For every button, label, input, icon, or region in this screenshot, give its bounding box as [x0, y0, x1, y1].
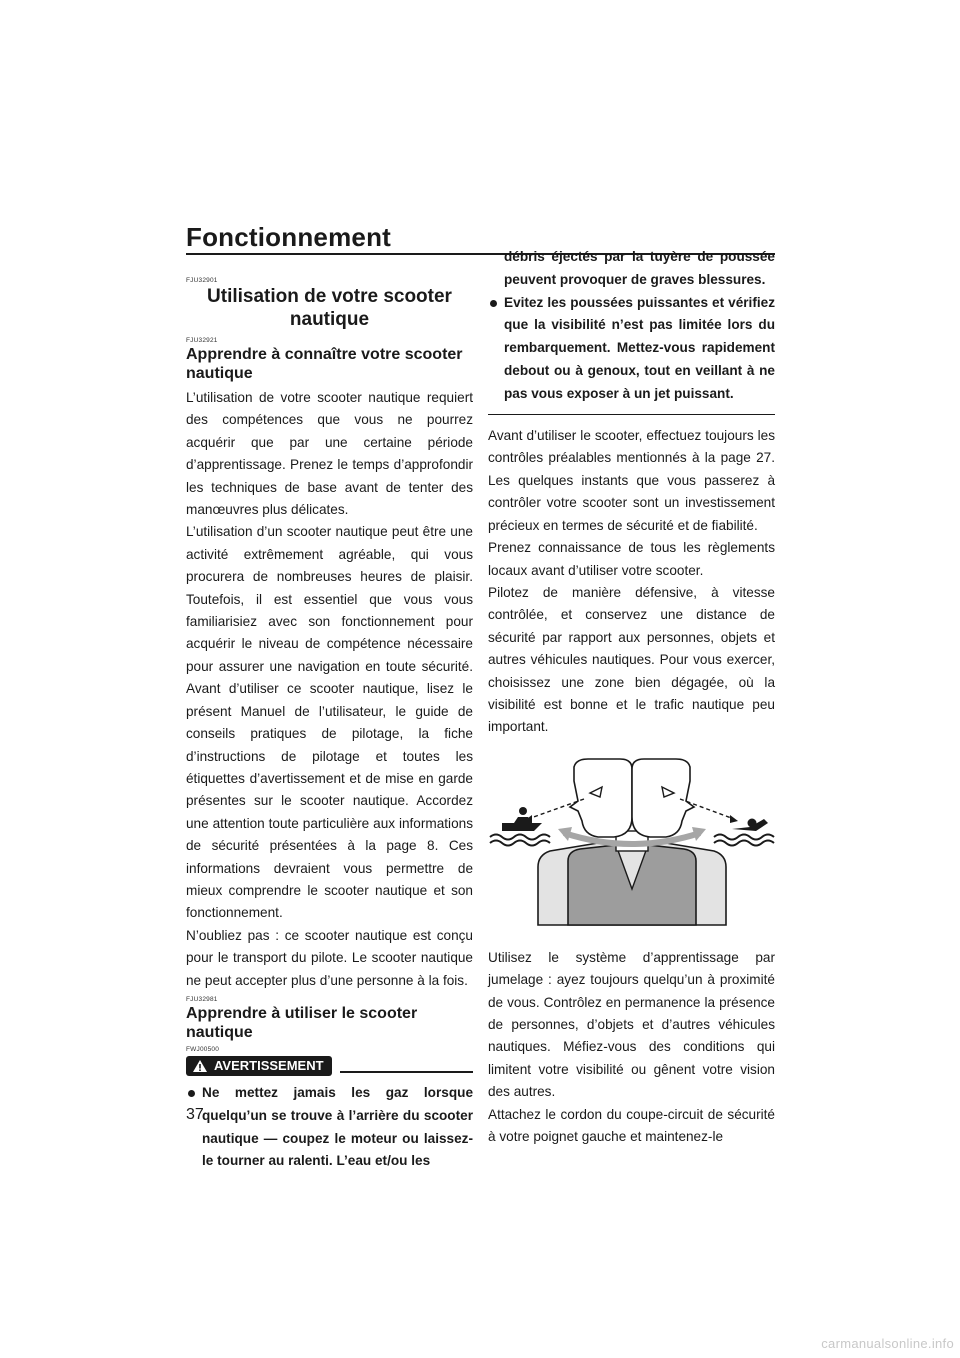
- watermark: carmanualsonline.info: [821, 1336, 954, 1351]
- rider-looking-around-illustration: [488, 757, 775, 927]
- warning-list-continued: [488, 246, 775, 406]
- warning-item-text: débris éjectés par la tuyère de poussée peuvent provoquer de graves blessures.: [504, 249, 775, 287]
- warning-end-rule: [488, 414, 775, 416]
- body-paragraph: Avant d’utiliser le scooter, effectuez toujours les contrôles préalables mentionnés à la page 27. Les quelques instants que vous passerez à contrôler votre scooter sont un investissement précieux en termes de sécurité et de fiabilité.: [488, 428, 775, 533]
- subsection-title: Apprendre à connaître votre scooter nautique: [186, 346, 463, 382]
- body-paragraph: Pilotez de manière défensive, à vitesse contrôlée, et conservez une distance de sécurité par rapport aux personnes, objets et autres véhicules nautiques. Pour vous exercer, choisissez une zone bien dégagée, où la visibilité est bonne et le trafic nautique peu important.: [488, 584, 775, 735]
- warning-item-text: Ne mettez jamais les gaz lorsque quelqu’un se trouve à l’arrière du scooter nautique — coupez le moteur ou laissez-le tourner au ralenti. L’eau et/ou les: [202, 1084, 473, 1169]
- subsection-code: FJU32981: [186, 995, 218, 1003]
- page-header-title: Fonctionnement: [186, 222, 392, 252]
- warning-item: [186, 1082, 473, 1173]
- warning-header: [186, 1056, 473, 1076]
- warning-item: [488, 292, 775, 406]
- subsection-title: Apprendre à utiliser le scooter nautique: [186, 1004, 418, 1041]
- page-number: 37: [186, 1106, 204, 1123]
- warning-badge: [186, 1056, 332, 1076]
- lookout-illustration: [488, 757, 775, 927]
- body-paragraph: Attachez le cordon du coupe-circuit de sécurité à votre poignet gauche et maintenez-le: [488, 1106, 775, 1145]
- section-title-line2: nautique: [289, 309, 370, 330]
- body-paragraph: Prenez connaissance de tous les règlements locaux avant d’utiliser votre scooter.: [488, 540, 775, 578]
- bullet-icon: [188, 1090, 195, 1097]
- section-code: FJU32901: [186, 277, 218, 284]
- warning-item-continued: [488, 246, 775, 292]
- body-paragraph: Utilisez le système d’apprentissage par jumelage : ayez toujours quelqu’un à proximité de vous. Contrôlez en permanence la présence de personnes, d’objets et d’autres véhicules nautiques. Méfiez-vous des conditions qui limitent votre visibilité ou gênent votre vision des autres.: [488, 949, 775, 1100]
- warning-item-text: Evitez les poussées puissantes et vérifiez que la visibilité n’est pas limitée lors du rembarquement. Mettez-vous rapidement debout ou à genoux, tout en veillant à ne pas vous exposer à un jet puissant.: [504, 294, 775, 401]
- body-paragraph: L’utilisation d’un scooter nautique peut être une activité extrêmement agréable, qui vous procurera de nombreuses heures de plaisir. Toutefois, il est essentiel que vous vous familiarisiez avec son fonctionnement pour acquérir le niveau de compétence nécessaire pour assurer une navigation en toute sécurité. Avant d’utiliser ce scooter nautique, lisez le présent Manuel de l’utilisateur, le guide de conseils pratiques de pilotage, la fiche d’instructions de pilotage et toutes les étiquettes d’avertissement et de mise en garde présentes sur le scooter nautique. Accordez une attention toute particulière aux informations de sécurité présentées à la page 8. Ces informations devraient vous permettre de mieux comprendre le scooter nautique et son fonctionnement.: [186, 524, 473, 921]
- subsection-code: FJU32921: [186, 337, 218, 344]
- right-column: [488, 246, 775, 1148]
- bullet-icon: [490, 300, 497, 307]
- warning-list: [186, 1082, 473, 1173]
- warning-code: FWJ00500: [186, 1045, 220, 1053]
- body-paragraph: N’oubliez pas : ce scooter nautique est conçu pour le transport du pilote. Le scooter nautique ne peut accepter plus d’une personne à la fois.: [186, 927, 473, 988]
- section-title: [186, 285, 473, 331]
- section-title-line1: Utilisation de votre scooter: [207, 286, 452, 307]
- warning-rule: [340, 1071, 473, 1073]
- warning-label: AVERTISSEMENT: [214, 1058, 324, 1074]
- left-column: [186, 277, 473, 1173]
- warning-triangle-icon: [192, 1059, 208, 1073]
- body-paragraph: L’utilisation de votre scooter nautique requiert des compétences que vous ne pourrez acquérir que par une certaine période d’apprentissage. Prenez le temps d’approfondir les techniques de base avant de tenter des manœuvres plus délicates.: [186, 390, 473, 518]
